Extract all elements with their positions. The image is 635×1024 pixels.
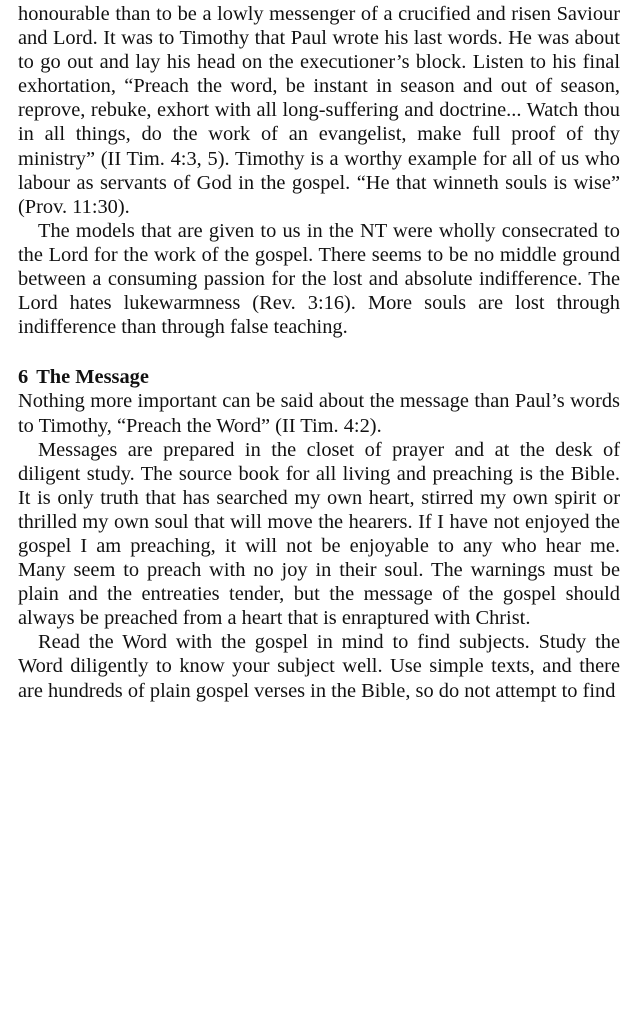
section-number: 6 (18, 366, 29, 389)
section-title: The Message (36, 366, 149, 389)
section-paragraph-first: Nothing more important can be said about the message than Paul’s words to Timothy, “Preach the Word” (II Tim. 4:2). (18, 390, 620, 437)
section-paragraph-reading: Read the Word with the gospel in mind to find subjects. Study the Word diligently to know your subject well. Use simple texts, and there are hundreds of plain gospel verses in the Bible, so do not attempt to find (18, 631, 620, 702)
section-heading (18, 365, 620, 389)
section-the-message (18, 365, 620, 702)
section-paragraph-preparation: Messages are prepared in the closet of prayer and at the desk of diligent study. The source book for all living and preaching is the Bible. It is only truth that has searched my own heart, stirred my own spirit or thrilled my own soul that will move the hearers. If I have not enjoyed the gospel I am preaching, it will not be enjoyable to any who hear me. Many seem to preach with no joy in their soul. The warnings must be plain and the entreaties tender, but the message of the gospel should always be preached from a heart that is enraptured with Christ. (18, 438, 620, 630)
body-paragraph-continued: honourable than to be a lowly messenger of a crucified and risen Saviour and Lord. It was to Timothy that Paul wrote his last words. He was about to go out and lay his head on the executioner’s block. Listen to his final exhortation, “Preach the word, be instant in season and out of season, reprove, rebuke, exhort with all long-suffering and doctrine... Watch thou in all things, do the work of an evangelist, make full proof of thy ministry” (II Tim. 4:3, 5). Timothy is a worthy example for all of us who labour as servants of God in the gospel. “He that winneth souls is wise” (Prov. 11:30). (18, 3, 620, 218)
body-paragraph-models: The models that are given to us in the NT were wholly consecrated to the Lord for the work of the gospel. There seems to be no middle ground between a consuming passion for the lost and absolute indifference. The Lord hates lukewarmness (Rev. 3:16). More souls are lost through indifference than through false teaching. (18, 219, 620, 339)
document-page (18, 2, 620, 703)
